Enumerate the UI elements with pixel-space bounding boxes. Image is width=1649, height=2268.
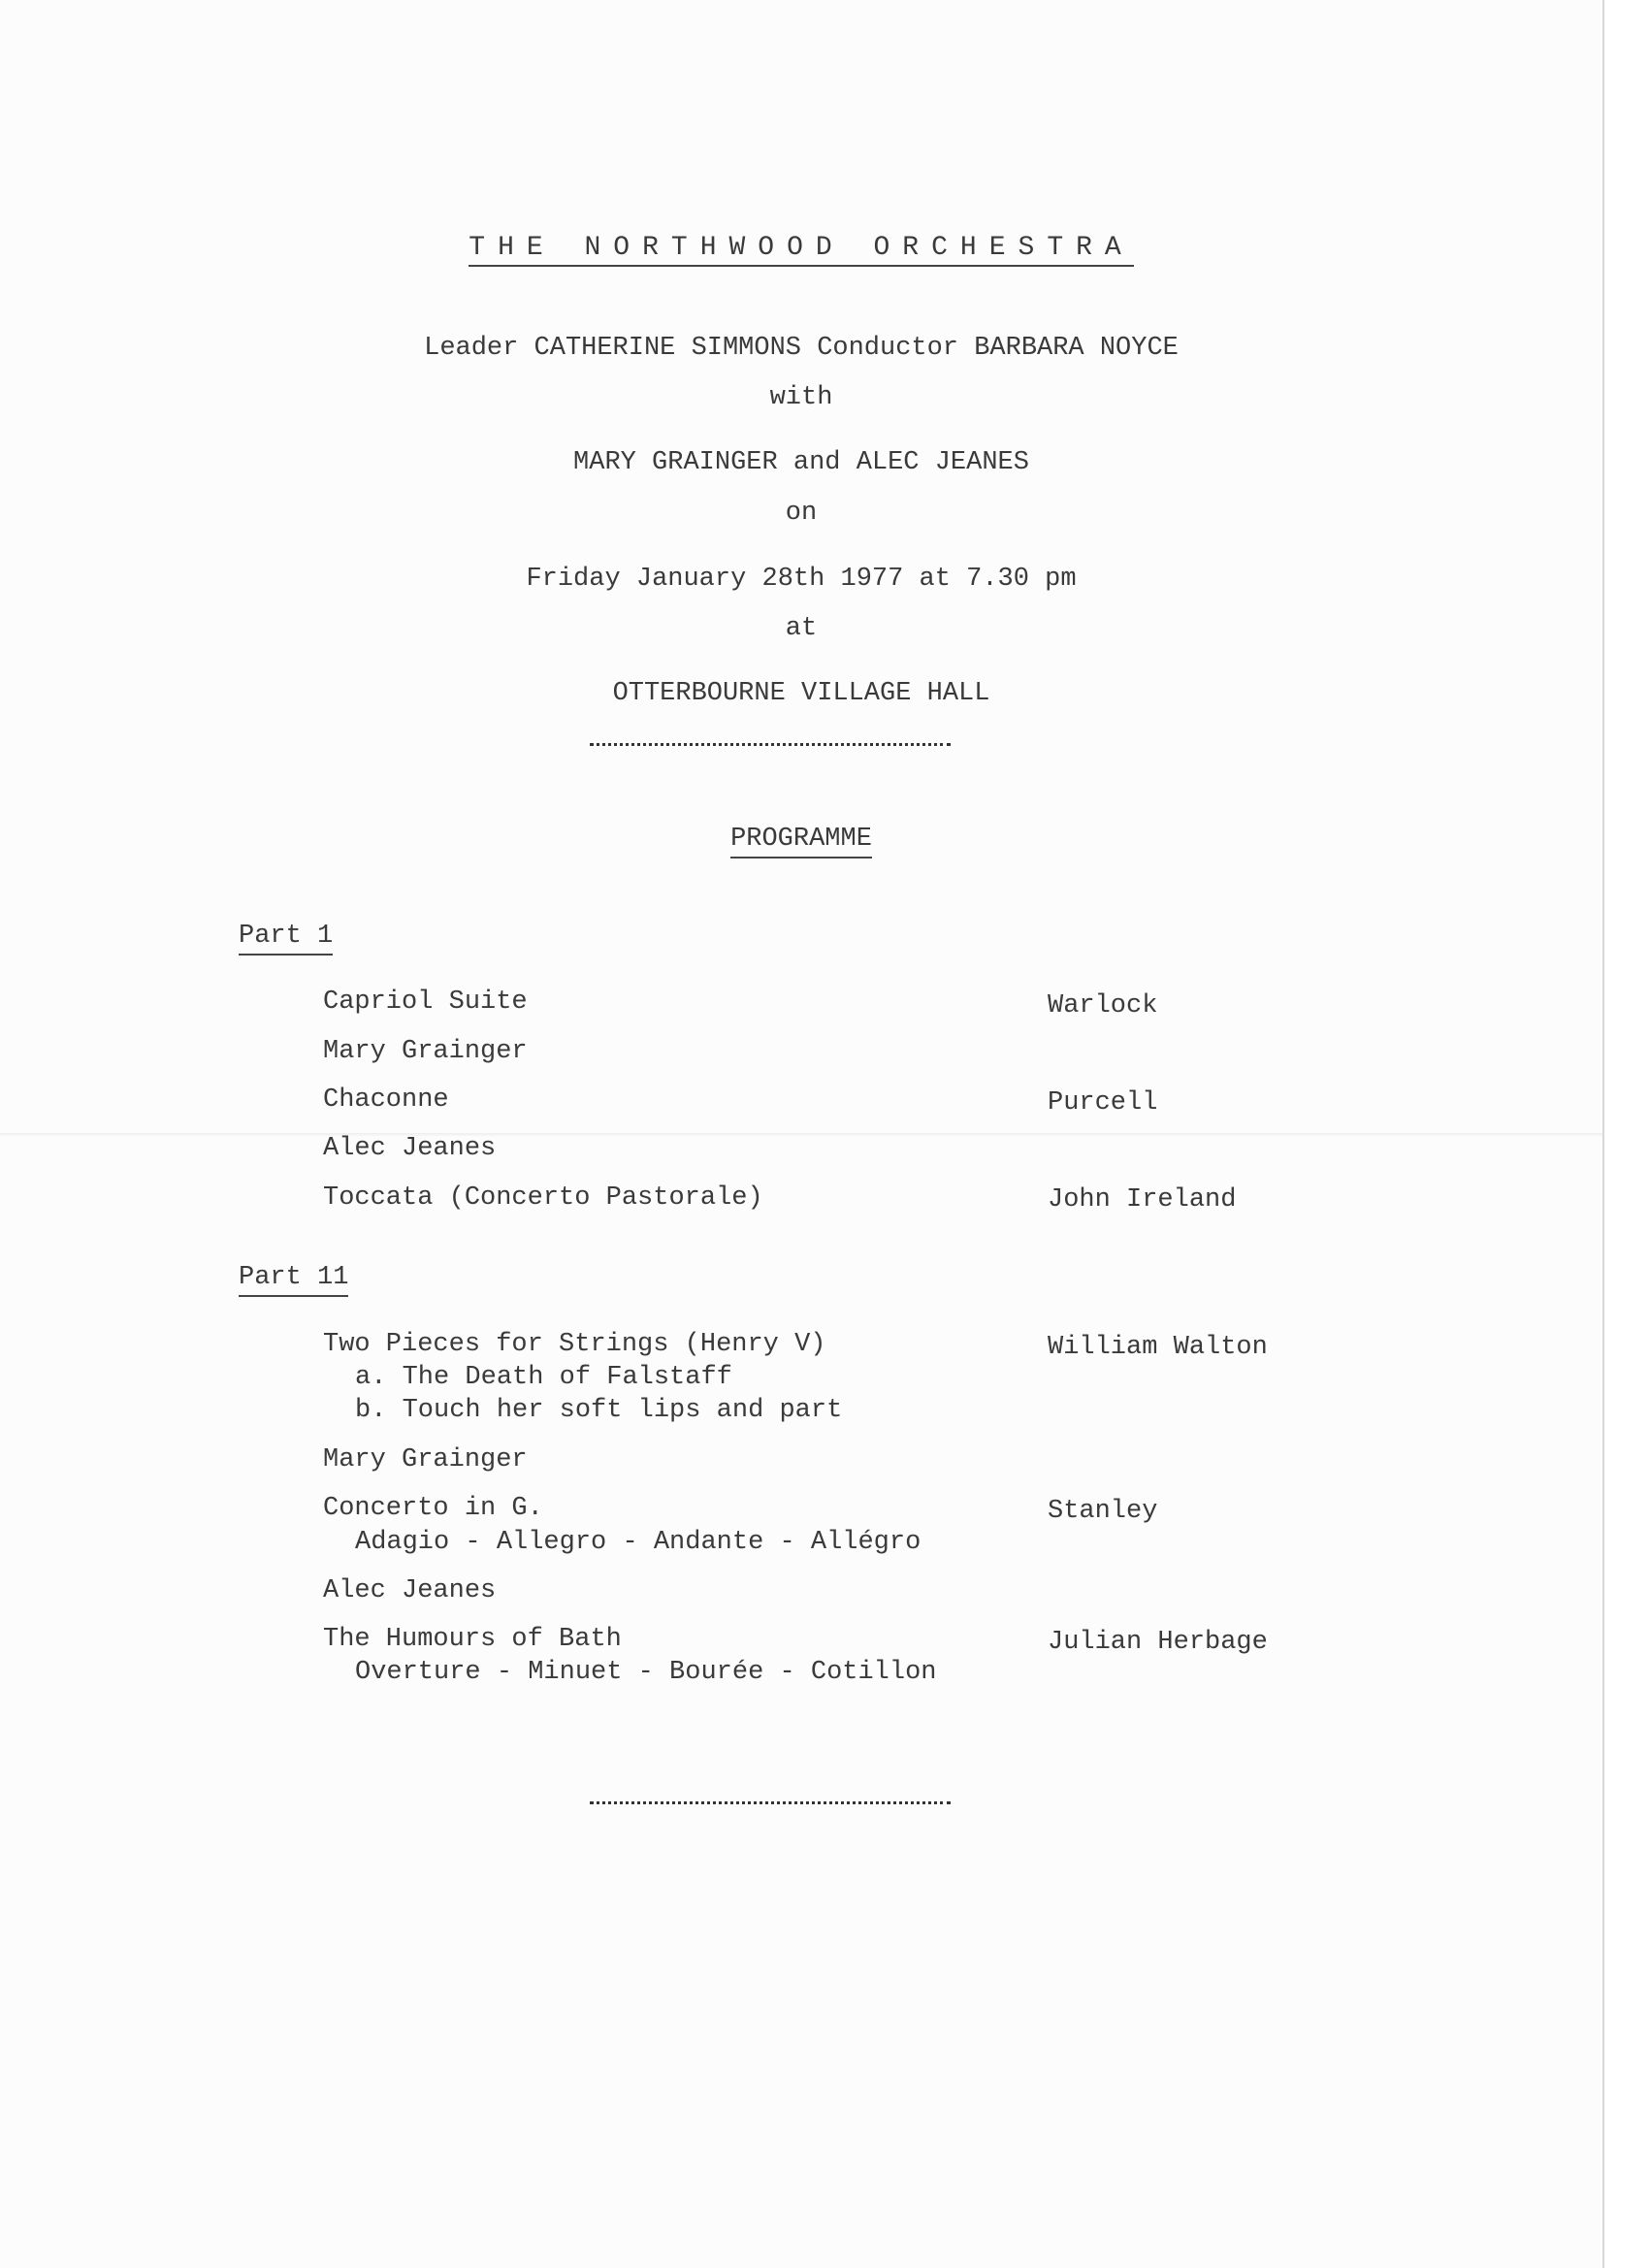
- orchestra-title-text: THE NORTHWOOD ORCHESTRA: [469, 233, 1133, 267]
- part2-heading: [239, 1263, 348, 1292]
- part1-work-4: Alec Jeanes: [323, 1134, 497, 1163]
- part2-work-1-sub-b: b. Touch her soft lips and part: [355, 1396, 843, 1425]
- part2-work-3-sub: Adagio - Allegro - Andante - Allégro: [355, 1528, 922, 1557]
- part1-composer-5: John Ireland: [1048, 1185, 1237, 1215]
- orchestra-title: [0, 233, 1602, 263]
- programme-heading-text: PROGRAMME: [730, 825, 872, 859]
- part1-work-5: Toccata (Concerto Pastorale): [323, 1183, 763, 1213]
- part1-composer-1: Warlock: [1048, 991, 1158, 1021]
- part1-work-2: Mary Grainger: [323, 1037, 528, 1066]
- part1-heading-text: Part 1: [239, 922, 333, 956]
- part1-work-3: Chaconne: [323, 1085, 449, 1115]
- part2-work-5: The Humours of Bath: [323, 1625, 622, 1654]
- part2-composer-1: William Walton: [1048, 1333, 1268, 1362]
- date-line: Friday January 28th 1977 at 7.30 pm: [526, 565, 1077, 594]
- at-line: at: [785, 614, 818, 643]
- part2-work-1: Two Pieces for Strings (Henry V): [323, 1330, 826, 1359]
- leader-conductor-line: Leader CATHERINE SIMMONS Conductor BARBARA NOYCE: [424, 334, 1179, 363]
- part2-work-1-sub-a: a. The Death of Falstaff: [355, 1363, 732, 1392]
- part1-work-1: Capriol Suite: [323, 988, 528, 1017]
- paper-fold: [0, 1133, 1602, 1136]
- part2-work-3: Concerto in G.: [323, 1494, 543, 1523]
- paper-edge: [1602, 0, 1649, 2268]
- soloists-line: MARY GRAINGER and ALEC JEANES: [573, 448, 1029, 477]
- part2-work-4: Alec Jeanes: [323, 1576, 497, 1605]
- part2-work-5-sub: Overture - Minuet - Bourée - Cotillon: [355, 1658, 937, 1687]
- part1-heading: [239, 922, 333, 951]
- part2-composer-3: Stanley: [1048, 1497, 1158, 1526]
- with-line: with: [769, 383, 833, 412]
- part2-composer-5: Julian Herbage: [1048, 1628, 1268, 1657]
- part1-composer-3: Purcell: [1048, 1088, 1158, 1118]
- part2-work-2: Mary Grainger: [323, 1445, 528, 1474]
- venue-line: OTTERBOURNE VILLAGE HALL: [612, 679, 990, 708]
- divider-bottom: [590, 1801, 951, 1804]
- part2-heading-text: Part 11: [239, 1263, 348, 1297]
- divider-top: [590, 743, 951, 746]
- programme-heading: [0, 825, 1602, 854]
- on-line: on: [785, 499, 818, 528]
